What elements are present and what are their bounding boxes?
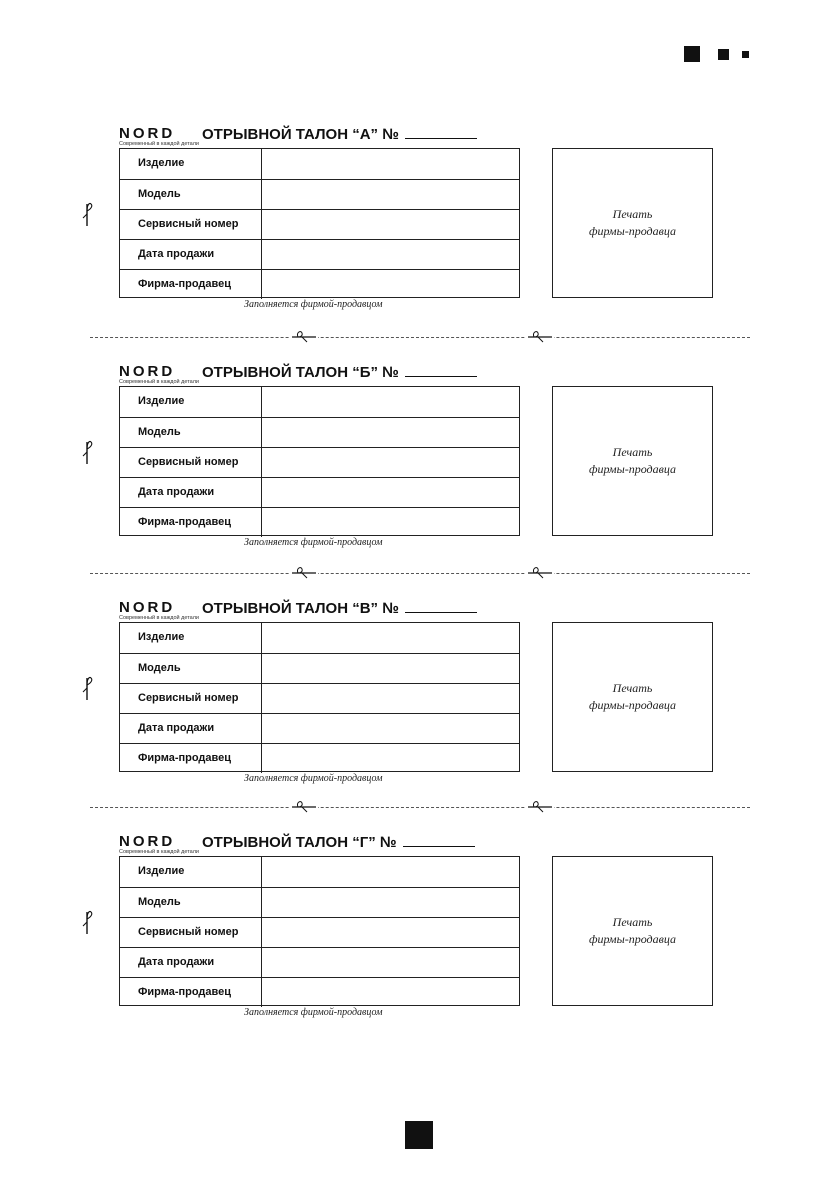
field-label: Модель: [120, 888, 262, 917]
field-value-blank[interactable]: [262, 478, 519, 507]
field-value-blank[interactable]: [262, 448, 519, 477]
field-row: [120, 477, 519, 507]
field-label: Фирма-продавец: [120, 508, 262, 537]
coupon-title: [202, 364, 477, 382]
logo-wordmark: NORD: [119, 125, 176, 142]
field-value-blank[interactable]: [262, 978, 519, 1007]
tear-off-coupon-4: [0, 834, 840, 1034]
scissors-icon: [80, 440, 94, 466]
field-label: Модель: [120, 180, 262, 209]
logo-wordmark: NORD: [119, 833, 176, 850]
field-row: [120, 239, 519, 269]
field-value-blank[interactable]: [262, 714, 519, 743]
field-value-blank[interactable]: [262, 888, 519, 917]
nord-logo: [119, 599, 200, 621]
cut-line: [90, 573, 750, 574]
filled-by-seller-note: Заполняется фирмой-продавцом: [244, 537, 383, 548]
field-label: Фирма-продавец: [120, 744, 262, 773]
field-row: [120, 269, 519, 299]
field-label: Дата продажи: [120, 714, 262, 743]
stamp-label-line1: Печать: [612, 445, 653, 459]
coupon-number-blank[interactable]: [405, 126, 477, 139]
seller-stamp-box[interactable]: [552, 148, 713, 298]
seller-stamp-box[interactable]: [552, 622, 713, 772]
field-value-blank[interactable]: [262, 149, 519, 179]
nord-logo: [119, 125, 200, 147]
stamp-label-line2: фирмы-продавца: [589, 698, 676, 712]
field-value-blank[interactable]: [262, 948, 519, 977]
field-value-blank[interactable]: [262, 180, 519, 209]
seller-stamp-box[interactable]: [552, 386, 713, 536]
coupon-title: [202, 834, 475, 852]
stamp-label-line1: Печать: [612, 207, 653, 221]
field-row: [120, 417, 519, 447]
field-value-blank[interactable]: [262, 918, 519, 947]
nord-logo: [119, 363, 200, 385]
field-label: Дата продажи: [120, 240, 262, 269]
logo-tagline: Современный в каждой детали: [119, 141, 200, 147]
field-label: Сервисный номер: [120, 684, 262, 713]
scissors-icon: [290, 329, 318, 345]
scissors-icon: [526, 565, 554, 581]
field-label: Изделие: [120, 857, 262, 887]
coupon-fields-table: [119, 386, 520, 536]
field-row: [120, 857, 519, 887]
cut-line: [90, 337, 750, 338]
field-label: Модель: [120, 418, 262, 447]
field-label: Модель: [120, 654, 262, 683]
nord-logo: [119, 833, 200, 855]
field-row: [120, 447, 519, 477]
field-value-blank[interactable]: [262, 270, 519, 299]
field-row: [120, 977, 519, 1007]
field-value-blank[interactable]: [262, 684, 519, 713]
scissors-icon: [80, 202, 94, 228]
field-row: [120, 209, 519, 239]
field-value-blank[interactable]: [262, 654, 519, 683]
logo-tagline: Современный в каждой детали: [119, 379, 200, 385]
field-row: [120, 179, 519, 209]
coupon-title-text: ОТРЫВНОЙ ТАЛОН “Б” №: [202, 364, 399, 381]
seller-stamp-box[interactable]: [552, 856, 713, 1006]
field-row: [120, 743, 519, 773]
field-value-blank[interactable]: [262, 210, 519, 239]
field-label: Сервисный номер: [120, 918, 262, 947]
coupon-number-blank[interactable]: [405, 364, 477, 377]
field-label: Фирма-продавец: [120, 270, 262, 299]
coupon-title-text: ОТРЫВНОЙ ТАЛОН “Г” №: [202, 834, 397, 851]
logo-tagline: Современный в каждой детали: [119, 615, 200, 621]
field-row: [120, 917, 519, 947]
field-row: [120, 623, 519, 653]
stamp-label-line2: фирмы-продавца: [589, 462, 676, 476]
tear-off-coupon-2: [0, 364, 840, 564]
field-row: [120, 653, 519, 683]
filled-by-seller-note: Заполняется фирмой-продавцом: [244, 299, 383, 310]
field-label: Дата продажи: [120, 948, 262, 977]
field-value-blank[interactable]: [262, 240, 519, 269]
scissors-icon: [80, 676, 94, 702]
field-label: Изделие: [120, 149, 262, 179]
cut-line: [90, 807, 750, 808]
registration-mark-large: [684, 46, 700, 62]
field-label: Сервисный номер: [120, 210, 262, 239]
field-row: [120, 947, 519, 977]
field-label: Изделие: [120, 387, 262, 417]
page-number-box: [405, 1121, 433, 1149]
coupon-fields-table: [119, 622, 520, 772]
coupon-title-text: ОТРЫВНОЙ ТАЛОН “А” №: [202, 126, 399, 143]
field-row: [120, 713, 519, 743]
registration-marks: [684, 46, 754, 64]
scissors-icon: [526, 329, 554, 345]
coupon-fields-table: [119, 148, 520, 298]
registration-mark-small: [742, 51, 749, 58]
tear-off-coupon-3: [0, 600, 840, 800]
filled-by-seller-note: Заполняется фирмой-продавцом: [244, 773, 383, 784]
coupon-title: [202, 126, 477, 144]
tear-off-coupon-1: [0, 126, 840, 326]
field-row: [120, 507, 519, 537]
stamp-label-line1: Печать: [612, 915, 653, 929]
field-label: Дата продажи: [120, 478, 262, 507]
field-value-blank[interactable]: [262, 623, 519, 653]
coupon-title: [202, 600, 477, 618]
coupon-number-blank[interactable]: [405, 600, 477, 613]
logo-wordmark: NORD: [119, 599, 176, 616]
field-value-blank[interactable]: [262, 508, 519, 537]
stamp-label-line1: Печать: [612, 681, 653, 695]
field-value-blank[interactable]: [262, 857, 519, 887]
scissors-icon: [290, 799, 318, 815]
stamp-label-line2: фирмы-продавца: [589, 224, 676, 238]
logo-wordmark: NORD: [119, 363, 176, 380]
stamp-label-line2: фирмы-продавца: [589, 932, 676, 946]
field-label: Фирма-продавец: [120, 978, 262, 1007]
field-label: Изделие: [120, 623, 262, 653]
registration-mark-medium: [718, 49, 729, 60]
coupon-title-text: ОТРЫВНОЙ ТАЛОН “В” №: [202, 600, 399, 617]
field-value-blank[interactable]: [262, 387, 519, 417]
scissors-icon: [290, 565, 318, 581]
field-row: [120, 387, 519, 417]
scissors-icon: [80, 910, 94, 936]
field-row: [120, 887, 519, 917]
logo-tagline: Современный в каждой детали: [119, 849, 200, 855]
field-label: Сервисный номер: [120, 448, 262, 477]
filled-by-seller-note: Заполняется фирмой-продавцом: [244, 1007, 383, 1018]
coupon-number-blank[interactable]: [403, 834, 475, 847]
field-row: [120, 149, 519, 179]
field-value-blank[interactable]: [262, 744, 519, 773]
coupon-fields-table: [119, 856, 520, 1006]
scissors-icon: [526, 799, 554, 815]
field-value-blank[interactable]: [262, 418, 519, 447]
field-row: [120, 683, 519, 713]
